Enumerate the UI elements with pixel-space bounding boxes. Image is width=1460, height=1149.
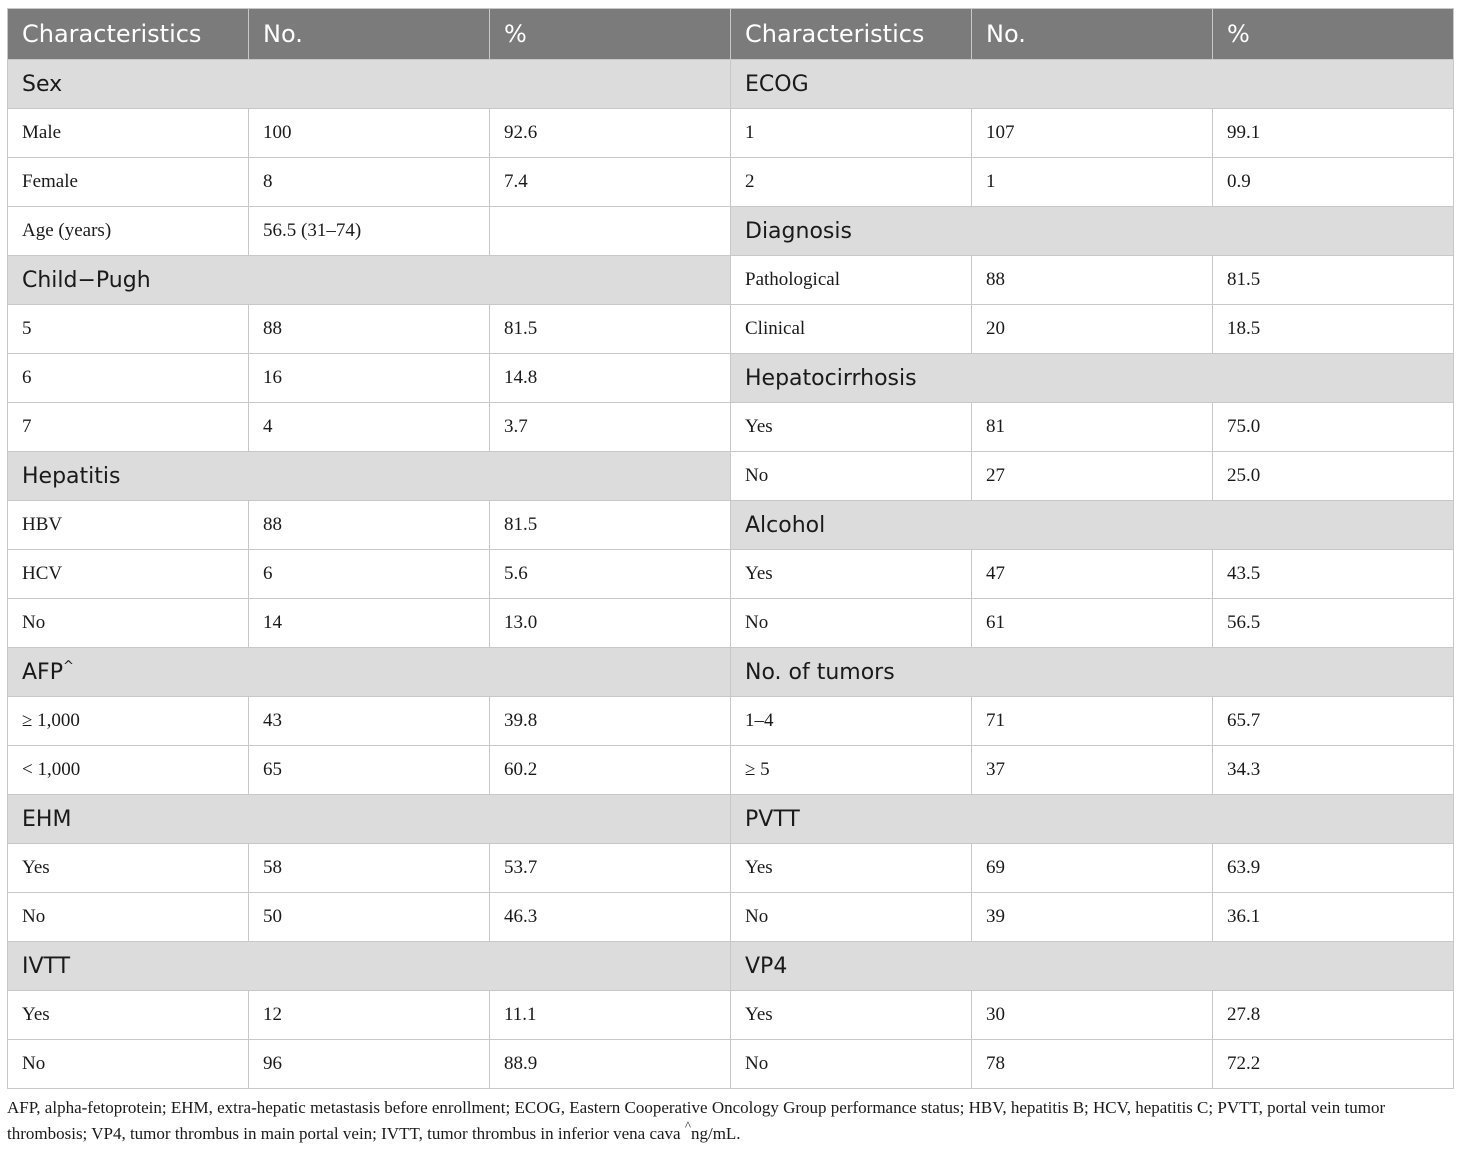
table-row [8,354,1454,403]
right-characteristic-cell: 1 [731,109,972,158]
header-left-characteristics: Characteristics [8,9,249,60]
right-count-cell: 107 [972,109,1213,158]
left-count-cell: 14 [249,599,490,648]
right-characteristic-cell: 2 [731,158,972,207]
left-count-cell: 16 [249,354,490,403]
left-percent-cell: 53.7 [490,844,731,893]
right-count-cell: 69 [972,844,1213,893]
section-label: VP4 [745,953,788,979]
right-characteristic-cell: Yes [731,550,972,599]
table-row [8,1040,1454,1089]
table-row [8,795,1454,844]
table-body [8,60,1454,1089]
section-label: Hepatitis [22,463,121,489]
left-characteristic-cell: Yes [8,844,249,893]
left-percent-cell: 3.7 [490,403,731,452]
left-count-cell: 4 [249,403,490,452]
right-characteristic-cell: No [731,1040,972,1089]
table-row [8,599,1454,648]
right-characteristic-cell: Clinical [731,305,972,354]
right-section-header [731,942,1454,991]
left-characteristic-cell: Male [8,109,249,158]
table-row [8,991,1454,1040]
right-percent-cell: 27.8 [1213,991,1454,1040]
header-left-percent: % [490,9,731,60]
left-characteristic-cell: Yes [8,991,249,1040]
table-row [8,550,1454,599]
table-row [8,158,1454,207]
left-count-cell: 88 [249,501,490,550]
right-percent-cell: 99.1 [1213,109,1454,158]
header-right-characteristics: Characteristics [731,9,972,60]
right-count-cell: 27 [972,452,1213,501]
table-row [8,403,1454,452]
left-characteristic-cell: 7 [8,403,249,452]
left-characteristic-cell: No [8,599,249,648]
header-right-no: No. [972,9,1213,60]
table-row [8,207,1454,256]
left-characteristic-cell: HBV [8,501,249,550]
left-count-cell: 43 [249,697,490,746]
left-count-cell: 6 [249,550,490,599]
right-count-cell: 39 [972,893,1213,942]
left-percent-cell: 60.2 [490,746,731,795]
left-count-cell: 50 [249,893,490,942]
header-right-percent: % [1213,9,1454,60]
left-section-header [8,795,731,844]
left-percent-cell: 88.9 [490,1040,731,1089]
section-label: No. of tumors [745,659,895,685]
section-label: PVTT [745,806,800,832]
right-percent-cell: 65.7 [1213,697,1454,746]
right-section-header [731,795,1454,844]
table-row [8,501,1454,550]
right-percent-cell: 36.1 [1213,893,1454,942]
right-percent-cell: 63.9 [1213,844,1454,893]
left-count-cell: 96 [249,1040,490,1089]
left-percent-cell: 81.5 [490,501,731,550]
left-percent-cell: 92.6 [490,109,731,158]
table-row [8,109,1454,158]
right-count-cell: 78 [972,1040,1213,1089]
right-count-cell: 37 [972,746,1213,795]
right-count-cell: 81 [972,403,1213,452]
right-count-cell: 30 [972,991,1213,1040]
section-label-superscript: ^ [62,658,74,674]
table-row [8,452,1454,501]
right-count-cell: 71 [972,697,1213,746]
right-percent-cell: 25.0 [1213,452,1454,501]
right-characteristic-cell: No [731,599,972,648]
footnote-text: AFP, alpha-fetoprotein; EHM, extra-hepatic metastasis before enrollment; ECOG, Eastern Cooperative Oncology Group performance status; HBV, hepatitis B; HCV, hepatitis C; PVTT, portal vein tumor thrombosis; VP4, tumor thrombus in main portal vein; IVTT, tumor thrombus in inferior vena cava [7,1098,1386,1143]
right-section-header [731,501,1454,550]
right-count-cell: 20 [972,305,1213,354]
right-percent-cell: 81.5 [1213,256,1454,305]
section-label: Hepatocirrhosis [745,365,917,391]
right-characteristic-cell: Yes [731,991,972,1040]
right-characteristic-cell: ≥ 5 [731,746,972,795]
left-count-cell: 100 [249,109,490,158]
table-row [8,697,1454,746]
left-characteristic-cell: ≥ 1,000 [8,697,249,746]
left-characteristic-cell: Age (years) [8,207,249,256]
table-row [8,305,1454,354]
left-count-cell: 58 [249,844,490,893]
section-label: EHM [22,806,72,832]
left-count-cell: 88 [249,305,490,354]
left-percent-cell: 81.5 [490,305,731,354]
baseline-characteristics-table-container [7,8,1453,1089]
left-section-header [8,648,731,697]
left-percent-cell: 5.6 [490,550,731,599]
baseline-characteristics-table [7,8,1454,1089]
right-characteristic-cell: No [731,452,972,501]
section-label: Child−Pugh [22,267,151,293]
left-section-header [8,60,731,109]
section-label: AFP [22,659,63,685]
right-percent-cell: 56.5 [1213,599,1454,648]
header-left-no: No. [249,9,490,60]
left-characteristic-cell: No [8,1040,249,1089]
right-characteristic-cell: Yes [731,403,972,452]
table-header-row [8,9,1454,60]
left-characteristic-cell: HCV [8,550,249,599]
right-characteristic-cell: 1–4 [731,697,972,746]
footnote-tail: ng/mL. [690,1124,741,1143]
right-section-header [731,60,1454,109]
right-characteristic-cell: Yes [731,844,972,893]
table-row [8,60,1454,109]
right-section-header [731,207,1454,256]
left-percent-cell [490,207,731,256]
left-count-cell: 65 [249,746,490,795]
left-section-header [8,942,731,991]
right-section-header [731,354,1454,403]
left-characteristic-cell: 6 [8,354,249,403]
left-count-cell: 12 [249,991,490,1040]
left-characteristic-cell: No [8,893,249,942]
right-percent-cell: 72.2 [1213,1040,1454,1089]
left-count-cell: 8 [249,158,490,207]
left-count-cell: 56.5 (31–74) [249,207,490,256]
left-characteristic-cell: < 1,000 [8,746,249,795]
table-row [8,256,1454,305]
left-characteristic-cell: 5 [8,305,249,354]
right-percent-cell: 0.9 [1213,158,1454,207]
left-section-header [8,452,731,501]
right-characteristic-cell: Pathological [731,256,972,305]
section-label: Alcohol [745,512,826,538]
left-percent-cell: 14.8 [490,354,731,403]
table-row [8,746,1454,795]
section-label: Diagnosis [745,218,852,244]
right-percent-cell: 43.5 [1213,550,1454,599]
right-count-cell: 88 [972,256,1213,305]
right-percent-cell: 34.3 [1213,746,1454,795]
section-label: ECOG [745,71,809,97]
table-row [8,648,1454,697]
left-percent-cell: 11.1 [490,991,731,1040]
right-section-header [731,648,1454,697]
table-row [8,844,1454,893]
section-label: Sex [22,71,63,97]
left-section-header [8,256,731,305]
right-count-cell: 47 [972,550,1213,599]
right-percent-cell: 75.0 [1213,403,1454,452]
right-percent-cell: 18.5 [1213,305,1454,354]
table-footnote [7,1095,1457,1147]
footnote-superscript: ^ [684,1118,691,1133]
left-percent-cell: 13.0 [490,599,731,648]
table-row [8,942,1454,991]
right-count-cell: 61 [972,599,1213,648]
section-label: IVTT [22,953,71,979]
left-percent-cell: 39.8 [490,697,731,746]
left-characteristic-cell: Female [8,158,249,207]
right-count-cell: 1 [972,158,1213,207]
table-row [8,893,1454,942]
left-percent-cell: 7.4 [490,158,731,207]
left-percent-cell: 46.3 [490,893,731,942]
right-characteristic-cell: No [731,893,972,942]
